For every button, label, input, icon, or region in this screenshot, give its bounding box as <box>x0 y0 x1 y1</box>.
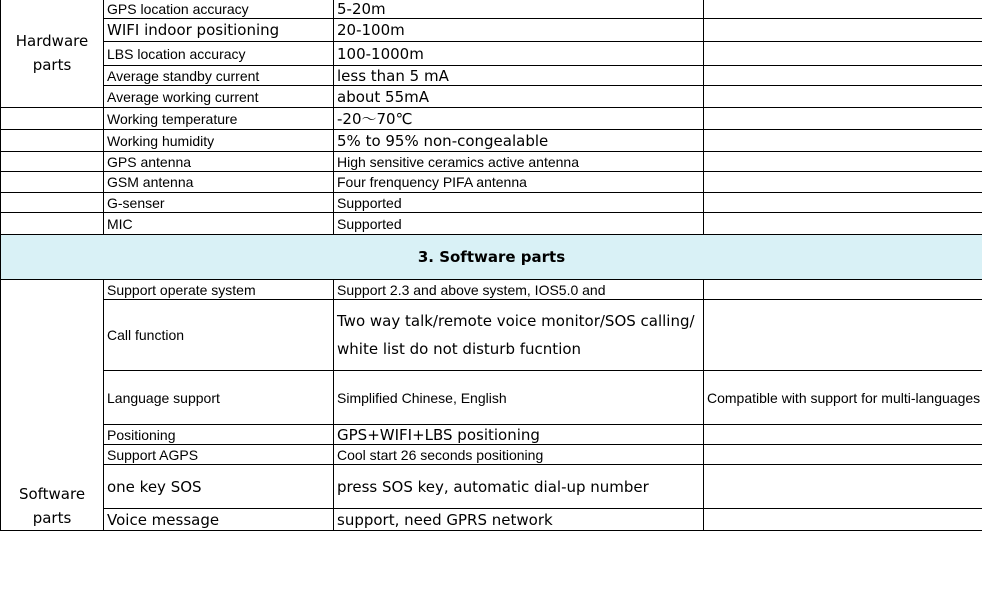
spec-value: 20-100m <box>334 19 704 42</box>
table-row <box>1 108 982 130</box>
spec-label: Support operate system <box>104 280 334 300</box>
spec-note <box>704 300 982 371</box>
spec-note: Compatible with support for multi-languages <box>704 371 982 425</box>
table-row <box>1 86 982 108</box>
spec-note <box>704 213 982 235</box>
spec-note <box>704 445 982 465</box>
spec-value: Supported <box>334 193 704 213</box>
spec-value: GPS+WIFI+LBS positioning <box>334 425 704 445</box>
spec-value: -20～70℃ <box>334 108 704 130</box>
table-row <box>1 152 982 172</box>
hardware-category-continuation <box>1 213 104 235</box>
table-row <box>1 445 982 465</box>
spec-label: WIFI indoor positioning <box>104 19 334 42</box>
table-row <box>1 213 982 235</box>
spec-value: press SOS key, automatic dial-up number <box>334 465 704 509</box>
spec-note <box>704 66 982 86</box>
spec-label: Language support <box>104 371 334 425</box>
table-row <box>1 509 982 531</box>
spec-value: Two way talk/remote voice monitor/SOS calling/ white list do not disturb fucntion <box>334 300 704 371</box>
table-row <box>1 193 982 213</box>
spec-value: 5-20m <box>334 0 704 19</box>
spec-label: Working temperature <box>104 108 334 130</box>
spec-label: LBS location accuracy <box>104 42 334 66</box>
spec-label: Working humidity <box>104 130 334 152</box>
spec-label: one key SOS <box>104 465 334 509</box>
spec-note <box>704 152 982 172</box>
spec-note <box>704 130 982 152</box>
spec-label: Call function <box>104 300 334 371</box>
spec-label: Positioning <box>104 425 334 445</box>
table-row <box>1 371 982 425</box>
section-title: 3. Software parts <box>1 235 982 280</box>
table-row <box>1 280 982 300</box>
hardware-category-continuation <box>1 130 104 152</box>
spec-value: Simplified Chinese, English <box>334 371 704 425</box>
hardware-category-continuation <box>1 193 104 213</box>
spec-label: Average standby current <box>104 66 334 86</box>
spec-label: Voice message <box>104 509 334 531</box>
table-row <box>1 300 982 371</box>
spec-value: Cool start 26 seconds positioning <box>334 445 704 465</box>
spec-value: Supported <box>334 213 704 235</box>
spec-note <box>704 86 982 108</box>
software-category-text: Software parts <box>18 485 86 527</box>
spec-value: 100-1000m <box>334 42 704 66</box>
table-row <box>1 66 982 86</box>
spec-note <box>704 509 982 531</box>
spec-note <box>704 42 982 66</box>
spec-note <box>704 19 982 42</box>
spec-label: GPS antenna <box>104 152 334 172</box>
spec-label: GSM antenna <box>104 172 334 193</box>
spec-note <box>704 465 982 509</box>
spec-note <box>704 193 982 213</box>
spec-value: support, need GPRS network <box>334 509 704 531</box>
spec-label: GPS location accuracy <box>104 0 334 19</box>
table-row <box>1 465 982 509</box>
spec-value: Four frenquency PIFA antenna <box>334 172 704 193</box>
spec-note <box>704 172 982 193</box>
spec-note <box>704 0 982 19</box>
spec-value: 5% to 95% non-congealable <box>334 130 704 152</box>
spec-value: Support 2.3 and above system, IOS5.0 and <box>334 280 704 300</box>
spec-note <box>704 280 982 300</box>
spec-note <box>704 108 982 130</box>
hardware-category-label: Hardware parts <box>1 0 104 108</box>
table-row <box>1 0 982 19</box>
spec-label: MIC <box>104 213 334 235</box>
spec-note <box>704 425 982 445</box>
spec-value: High sensitive ceramics active antenna <box>334 152 704 172</box>
spec-value: less than 5 mA <box>334 66 704 86</box>
spec-value: about 55mA <box>334 86 704 108</box>
software-category-label <box>1 280 104 531</box>
table-row <box>1 130 982 152</box>
table-row <box>1 172 982 193</box>
table-row <box>1 42 982 66</box>
hardware-category-continuation <box>1 152 104 172</box>
table-row <box>1 425 982 445</box>
spec-label: Support AGPS <box>104 445 334 465</box>
hardware-category-continuation <box>1 108 104 130</box>
spec-label: Average working current <box>104 86 334 108</box>
spec-label: G-senser <box>104 193 334 213</box>
section-header-row <box>1 235 982 280</box>
hardware-category-continuation <box>1 172 104 193</box>
table-row <box>1 19 982 42</box>
